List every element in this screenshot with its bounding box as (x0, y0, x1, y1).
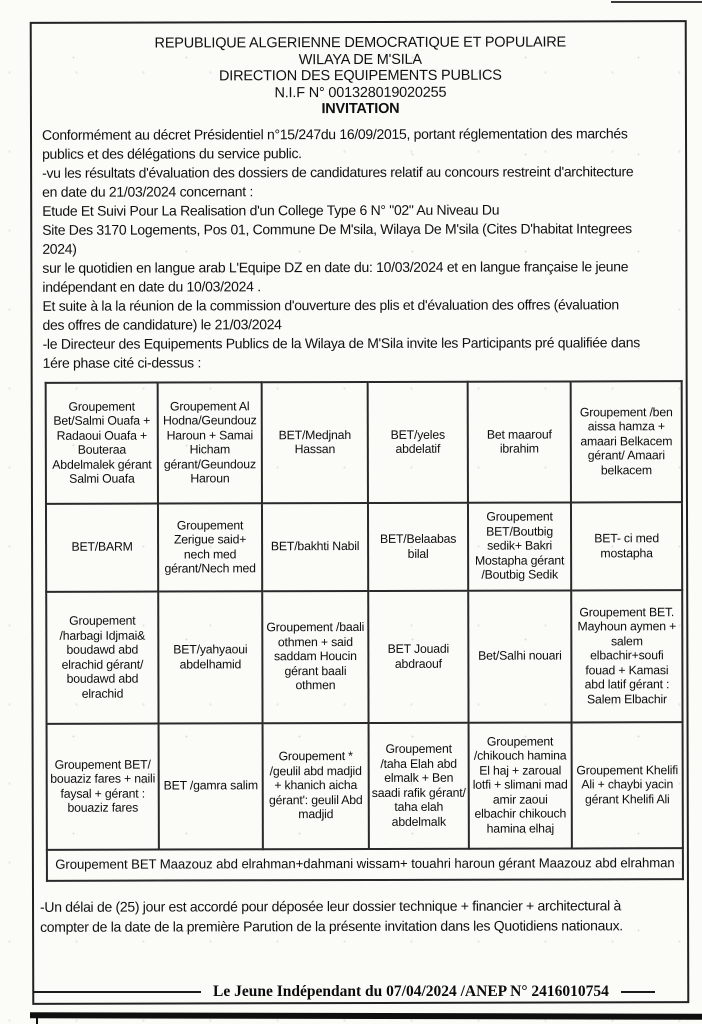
text-line: Conformément au décret Présidentiel n°15/247du 16/09/2015, portant réglementation des marchés (41, 124, 628, 143)
text-line: -vu les résultats d'évaluation des dossiers de candidatures relatif au concours restreint d'architecture (42, 162, 634, 181)
document-title: INVITATION (321, 100, 400, 118)
bidder-cell: BET/BARM (46, 503, 158, 591)
bidder-cell: BET- ci med mostapha (571, 502, 682, 590)
text-line: Site Des 3170 Logements, Pos 01, Commune De M'sila, Wilaya De M'sila (Cites D'habitat Integrees (42, 219, 632, 238)
bidder-row (46, 381, 682, 504)
header-nif-line: N.I.F N° 001328019020255 (274, 84, 447, 101)
bidder-cell: Groupement * /geulil abd madjid + khanich aicha gérant': geulil Abd madjid (263, 722, 369, 848)
bidder-cell: Bet maarouf ibrahim (468, 381, 571, 502)
text-line: indépendant en date du 10/03/2024 . (42, 277, 261, 295)
bidder-cell: Groupement /chikouch hamina El haj + zaroual lotfi + slimani mad amir zaoui elbachir chikouch hamina elhaj (469, 722, 572, 848)
invitation-document (30, 20, 690, 1005)
bidder-cell: BET Jouadi abdraouf (368, 590, 468, 722)
bidder-cell: Groupement BET/Boutbig sedik+ Bakri Mostapha gérant /Boutbig Sedik (468, 502, 571, 590)
merged-bidder-row (47, 848, 683, 881)
banner-left-rule (33, 991, 201, 993)
bidder-cell: BET/yeles abdelatif (368, 381, 468, 502)
bidder-cell: Groupement /harbagi Idjmai& boudawd abd elrachid gérant/ boudawd abd elrachid (46, 591, 158, 723)
header-direction-line: DIRECTION DES EQUIPEMENTS PUBLICS (219, 67, 502, 85)
document-body (42, 124, 680, 373)
next-ad-left-border (36, 1018, 38, 1024)
publication-banner (33, 983, 689, 1001)
text-line: -le Directeur des Equipements Publics de la Wilaya de M'Sila invite les Participants pré qualifiée dans (42, 333, 640, 352)
bidder-cell: BET/yahyaoui abdelhamid (158, 591, 262, 723)
scan-artifact-top-line (611, 1, 702, 3)
bidder-cell: BET/Belaabas bilal (368, 502, 468, 590)
bidder-cell: Groupement BET. Mayhoun aymen + salem elbachir+soufi fouad + Kamasi abd latif gérant : Salem Elbachir (571, 590, 682, 722)
bidder-row (46, 502, 682, 592)
next-ad-top-border (30, 1012, 702, 1019)
bidder-row (47, 722, 683, 850)
bidder-cell: Groupement BET/ bouaziz fares + naili faysal + gérant : bouaziz fares (47, 723, 159, 849)
text-line: Etude Et Suivi Pour La Realisation d'un College Type 6 N° "02" Au Niveau Du (42, 201, 500, 219)
header-wilaya-line: WILAYA DE M'SILA (298, 51, 422, 68)
banner-right-rule (621, 991, 655, 993)
text-line: 2024) (42, 240, 77, 257)
text-line: publics et des délégations du service public. (42, 144, 302, 162)
document-header (42, 34, 679, 118)
text-line: -Un délai de (25) jour est accordé pour déposée leur dossier technique + financier + architectural à (40, 896, 621, 915)
merged-bidder-cell: Groupement BET Maazouz abd elrahman+dahmani wissam+ touahri haroun gérant Maazouz abd elrahman (47, 848, 683, 881)
qualified-bidders-table (45, 380, 684, 882)
bidder-cell: Groupement /baali othmen + said saddam Houcin gérant baali othmen (262, 590, 368, 722)
text-line: 1ére phase cité ci-dessus : (42, 353, 202, 371)
header-republic-line: REPUBLIQUE ALGERIENNE DEMOCRATIQUE ET POPULAIRE (154, 34, 567, 52)
text-line: des offres de candidature) le 21/03/2024 (42, 315, 282, 333)
bidder-cell: Groupement Bet/Salmi Ouafa + Radaoui Ouafa + Bouteraa Abdelmalek gérant Salmi Ouafa (46, 382, 158, 503)
bidder-cell: BET/Medjnah Hassan (262, 381, 368, 502)
bidder-cell: Groupement Khelifi Ali + chaybi yacin gérant Khelifi Ali (572, 722, 683, 848)
bidder-cell: Groupement /taha Elah abd elmalk + Ben saadi rafik gérant/ taha elah abdelmalk (369, 722, 469, 848)
text-line: sur le quotidien en langue arab L'Equipe DZ en date du: 10/03/2024 et en langue française le jeune (42, 257, 629, 276)
bidder-cell: Bet/Salhi nouari (468, 590, 571, 722)
bidder-cell: Groupement /ben aissa hamza + amaari Belkacem gérant/ Amaari belkacem (571, 381, 682, 502)
text-line: compter de la date de la première Parution de la présente invitation dans les Quotidiens nationaux. (40, 917, 623, 935)
publication-reference: Le Jeune Indépendant du 07/04/2024 /ANEP N° 2416010754 (213, 983, 609, 1000)
deadline-note (40, 895, 681, 938)
bidder-cell: BET/bakhti Nabil (262, 502, 368, 590)
text-line: Et suite à la la réunion de la commission d'ouverture des plis et d'évaluation des offres (évaluation (42, 295, 619, 314)
bidder-row (46, 590, 682, 724)
bidder-cell: Groupement Zerigue said+ nech med gérant/Nech med (158, 503, 262, 591)
bidder-cell: Groupement Al Hodna/Geundouz Haroun + Samai Hicham gérant/Geundouz Haroun (158, 382, 262, 503)
bidder-cell: BET /gamra salim (159, 723, 263, 849)
text-line: en date du 21/03/2024 concernant : (42, 182, 254, 200)
